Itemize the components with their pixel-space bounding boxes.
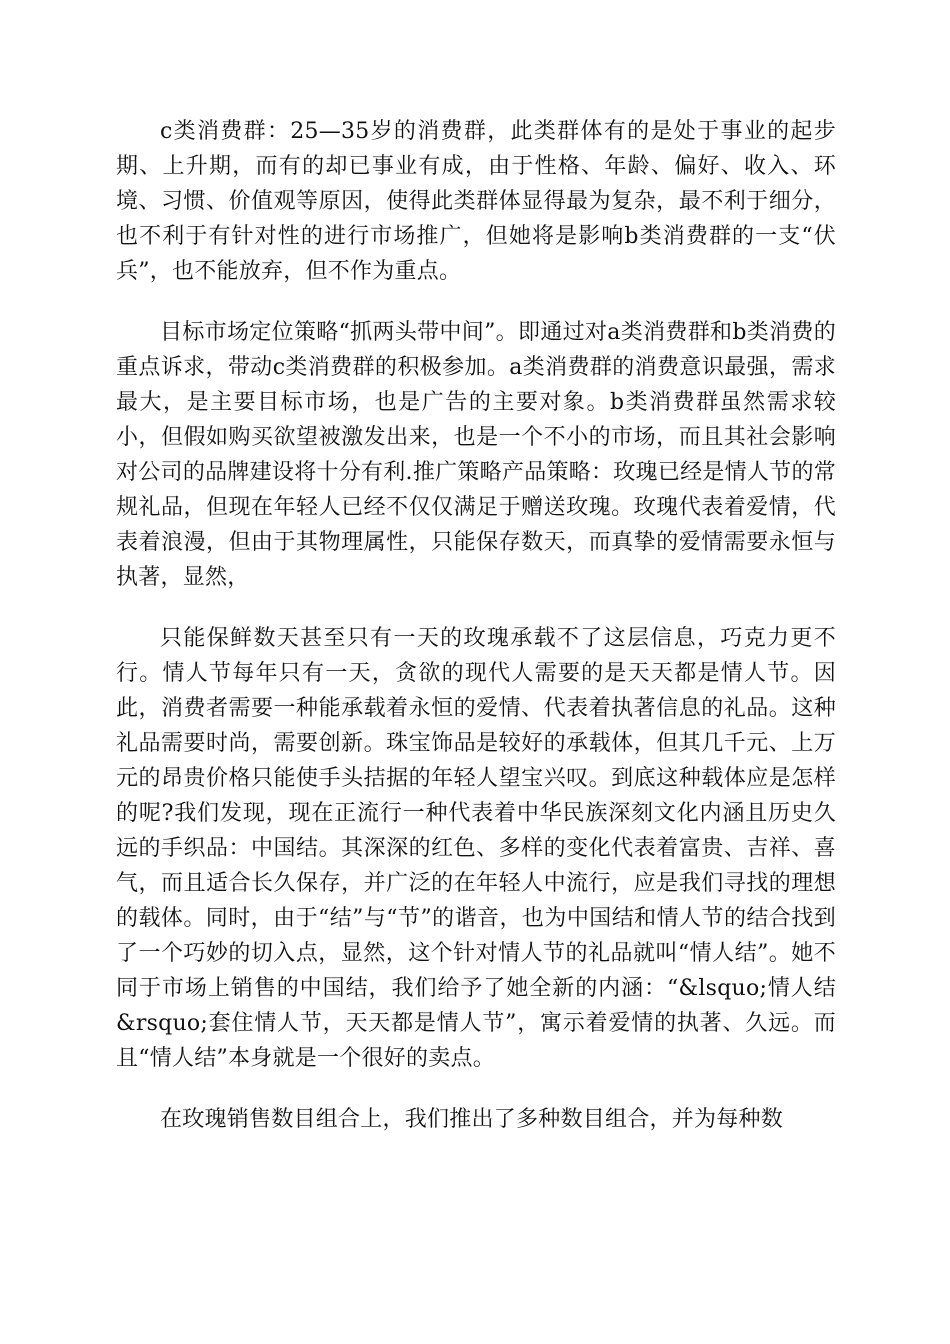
paragraph-chinese-knot-gift: 只能保鲜数天甚至只有一天的玫瑰承载不了这层信息，巧克力更不行。情人节每年只有一天，贪欲的现代人需要的是天天都是情人节。因此，消费者需要一种能承载着永恒的爱情、代表着执著信息的礼品。这种礼品需要时尚，需要创新。珠宝饰品是较好的承载体，但其几千元、上万元的昂贵价格只能使手头拮据的年轻人望宝兴叹。到底这种载体应是怎样的呢?我们发现，现在正流行一种代表着中华民族深刻文化内涵且历史久远的手织品：中国结。其深深的红色、多样的变化代表着富贵、吉祥、喜气，而且适合长久保存，并广泛的在年轻人中流行，应是我们寻找的理想的载体。同时，由于“结”与“节”的谐音，也为中国结和情人节的结合找到了一个巧妙的切入点，显然，这个针对情人节的礼品就叫“情人结”。她不同于市场上销售的中国结，我们给予了她全新的内涵：“&lsquo;情人结&rsquo;套住情人节，天天都是情人节”，寓示着爱情的执著、久远。而且“情人结”本身就是一个很好的卖点。	[116, 626, 836, 1071]
paragraph-c-consumers: c类消费群：25—35岁的消费群，此类群体有的是处于事业的起步期、上升期，而有的却已事业有成，由于性格、年龄、偏好、收入、环境、习惯、价值观等原因，使得此类群体显得最为复杂，最不利于细分，也不利于有针对性的进行市场推广，但她将是影响b类消费群的一支“伏兵”，也不能放弃，但不作为重点。	[116, 119, 836, 284]
document-body	[116, 114, 836, 1163]
paragraph-rose-combinations: 在玫瑰销售数目组合上，我们推出了多种数目组合，并为每种数	[160, 1107, 784, 1132]
paragraph-target-market-strategy: 目标市场定位策略“抓两头带中间”。即通过对a类消费群和b类消费的重点诉求，带动c类消费群的积极参加。a类消费群的消费意识最强，需求最大，是主要目标市场，也是广告的主要对象。b类消费群虽然需求较小，但假如购买欲望被激发出来，也是一个不小的市场，而且其社会影响对公司的品牌建设将十分有利.推广策略产品策略：玫瑰已经是情人节的常规礼品，但现在年轻人已经不仅仅满足于赠送玫瑰。玫瑰代表着爱情，代表着浪漫，但由于其物理属性，只能保存数天，而真挚的爱情需要永恒与执著，显然，	[116, 320, 836, 590]
